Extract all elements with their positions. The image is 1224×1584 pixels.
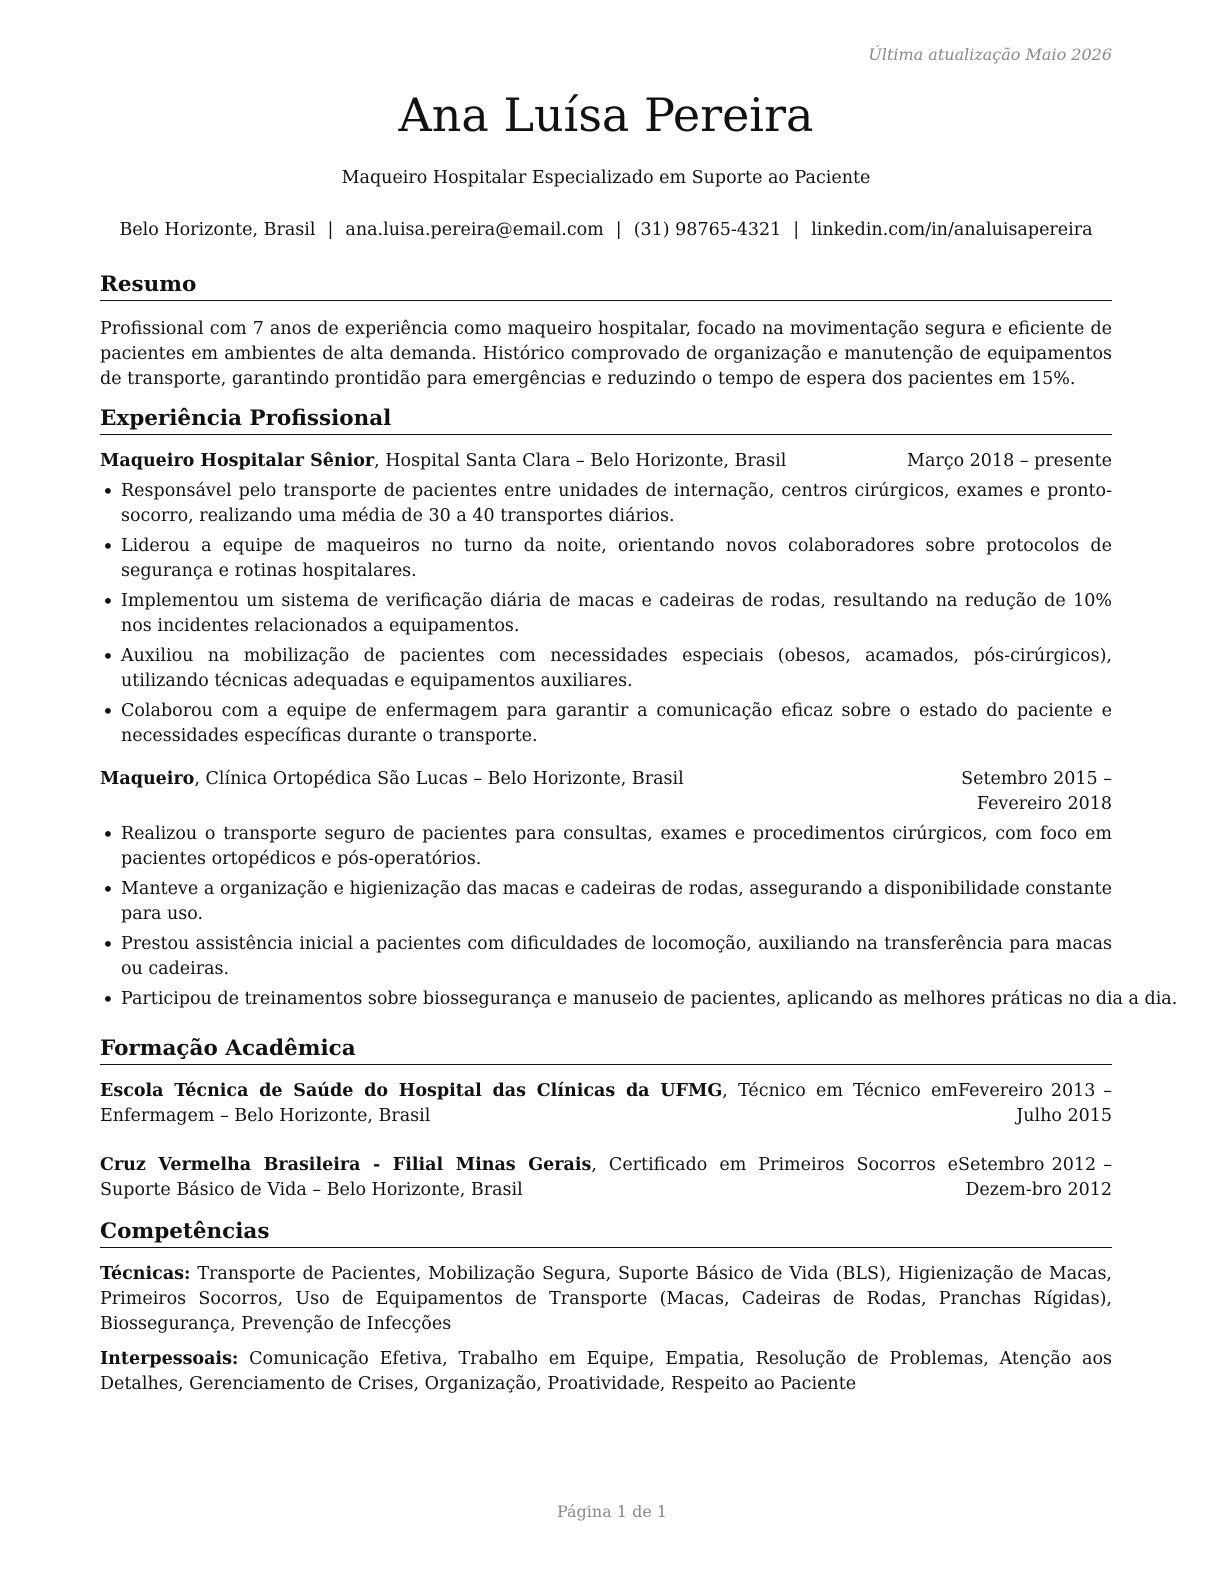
education-detail: , Certificado em Primeiros Socorros e Suporte Básico de Vida – Belo Horizonte, Brasil xyxy=(100,1155,958,1200)
education-detail: , Técnico em Técnico em Enfermagem – Belo Horizonte, Brasil xyxy=(100,1081,958,1126)
section-title-experience: Experiência Profissional xyxy=(100,405,1112,435)
contact-separator: | xyxy=(793,220,800,240)
section-title-skills: Competências xyxy=(100,1218,1112,1248)
skill-text: Transporte de Pacientes, Mobilização Segura, Suporte Básico de Vida (BLS), Higienização de Macas, Primeiros Socorros, Uso de Equipamentos de Transporte (Macas, Cadeiras de Rodas, Pranchas Rígidas), Biossegurança, Prevenção de Infecções xyxy=(100,1264,1112,1334)
skill-text: Comunicação Efetiva, Trabalho em Equipe, Empatia, Resolução de Problemas, Atenção aos Detalhes, Gerenciamento de Crises, Organização, Proatividade, Respeito ao Paciente xyxy=(100,1349,1112,1394)
education-school: Cruz Vermelha Brasileira - Filial Minas Gerais xyxy=(100,1155,592,1175)
job-header xyxy=(100,767,1112,814)
job-dates: Março 2018 – presente xyxy=(907,451,1112,471)
list-item: • Realizou o transporte seguro de pacientes para consultas, exames e procedimentos cirúrgicos, com foco em pacientes ortopédicos e pós-operatórios. xyxy=(100,822,1112,872)
headline: Maqueiro Hospitalar Especializado em Suporte ao Paciente xyxy=(341,168,871,188)
job-org: , Clínica Ortopédica São Lucas – Belo Horizonte, Brasil xyxy=(194,769,684,789)
list-item: • Liderou a equipe de maqueiros no turno da noite, orientando novos colaboradores sobre protocolos de segurança e rotinas hospitalares. xyxy=(100,534,1112,584)
contact-line xyxy=(90,220,1122,240)
skill-label: Interpessoais: xyxy=(100,1349,239,1369)
education-dates: Fevereiro 2013 – Julho 2015 xyxy=(958,1081,1112,1126)
education-school: Escola Técnica de Saúde do Hospital das Clínicas da UFMG xyxy=(100,1081,723,1101)
contact-separator: | xyxy=(615,220,622,240)
section-title-education: Formação Acadêmica xyxy=(100,1035,1112,1065)
job-role: Maqueiro Hospitalar Sênior xyxy=(100,451,375,471)
list-item: • Participou de treinamentos sobre biossegurança e manuseio de pacientes, aplicando as melhores práticas no dia a dia. xyxy=(100,987,1112,1012)
contact-linkedin[interactable]: linkedin.com/in/analuisapereira xyxy=(811,220,1093,240)
skill-group xyxy=(100,1347,1112,1397)
list-item: • Colaborou com a equipe de enfermagem para garantir a comunicação eficaz sobre o estado do paciente e necessidades específicas durante o transporte. xyxy=(100,699,1112,749)
job-dates: Setembro 2015 – Fevereiro 2018 xyxy=(961,769,1112,814)
list-item: • Prestou assistência inicial a pacientes com dificuldades de locomoção, auxiliando na transferência para macas ou cadeiras. xyxy=(100,932,1112,982)
education-item xyxy=(100,1153,1112,1203)
job-org: , Hospital Santa Clara – Belo Horizonte, Brasil xyxy=(374,451,787,471)
contact-location: Belo Horizonte, Brasil xyxy=(119,220,316,240)
skill-label: Técnicas: xyxy=(100,1264,191,1284)
skills-section xyxy=(100,1218,1112,1397)
experience-section xyxy=(100,405,1178,1017)
skill-group xyxy=(100,1262,1112,1337)
contact-separator: | xyxy=(327,220,334,240)
education-section xyxy=(100,1035,1112,1203)
education-dates: Setembro 2012 – Dezem-bro 2012 xyxy=(958,1155,1112,1200)
job-bullets xyxy=(100,822,1178,1012)
job-header xyxy=(100,449,1112,474)
job-bullets xyxy=(100,479,1112,749)
education-item xyxy=(100,1079,1112,1129)
job-role: Maqueiro xyxy=(100,769,195,789)
list-item: • Implementou um sistema de verificação diária de macas e cadeiras de rodas, resultando na redução de 10% nos incidentes relacionados a equipamentos. xyxy=(100,589,1112,639)
list-item: • Auxiliou na mobilização de pacientes com necessidades especiais (obesos, acamados, pós-cirúrgicos), utilizando técnicas adequadas e equipamentos auxiliares. xyxy=(100,644,1112,694)
contact-email[interactable]: ana.luisa.pereira@email.com xyxy=(345,220,604,240)
summary-section xyxy=(100,271,1112,392)
page-number: Página 1 de 1 xyxy=(556,1502,668,1521)
last-updated: Última atualização Maio 2026 xyxy=(868,45,1112,64)
list-item: • Responsável pelo transporte de pacientes entre unidades de internação, centros cirúrgicos, exames e pronto-socorro, realizando uma média de 30 a 40 transportes diários. xyxy=(100,479,1112,529)
section-title-summary: Resumo xyxy=(100,271,1112,301)
summary-text: Profissional com 7 anos de experiência como maqueiro hospitalar, focado na movimentação segura e eficiente de pacientes em ambientes de alta demanda. Histórico comprovado de organização e manutenção de equipamentos de transporte, garantindo prontidão para emergências e reduzindo o tempo de espera dos pacientes em 15%. xyxy=(100,319,1112,389)
list-item: • Manteve a organização e higienização das macas e cadeiras de rodas, assegurando a disponibilidade constante para uso. xyxy=(100,877,1112,927)
contact-phone: (31) 98765-4321 xyxy=(633,220,782,240)
candidate-name: Ana Luísa Pereira xyxy=(398,88,814,142)
